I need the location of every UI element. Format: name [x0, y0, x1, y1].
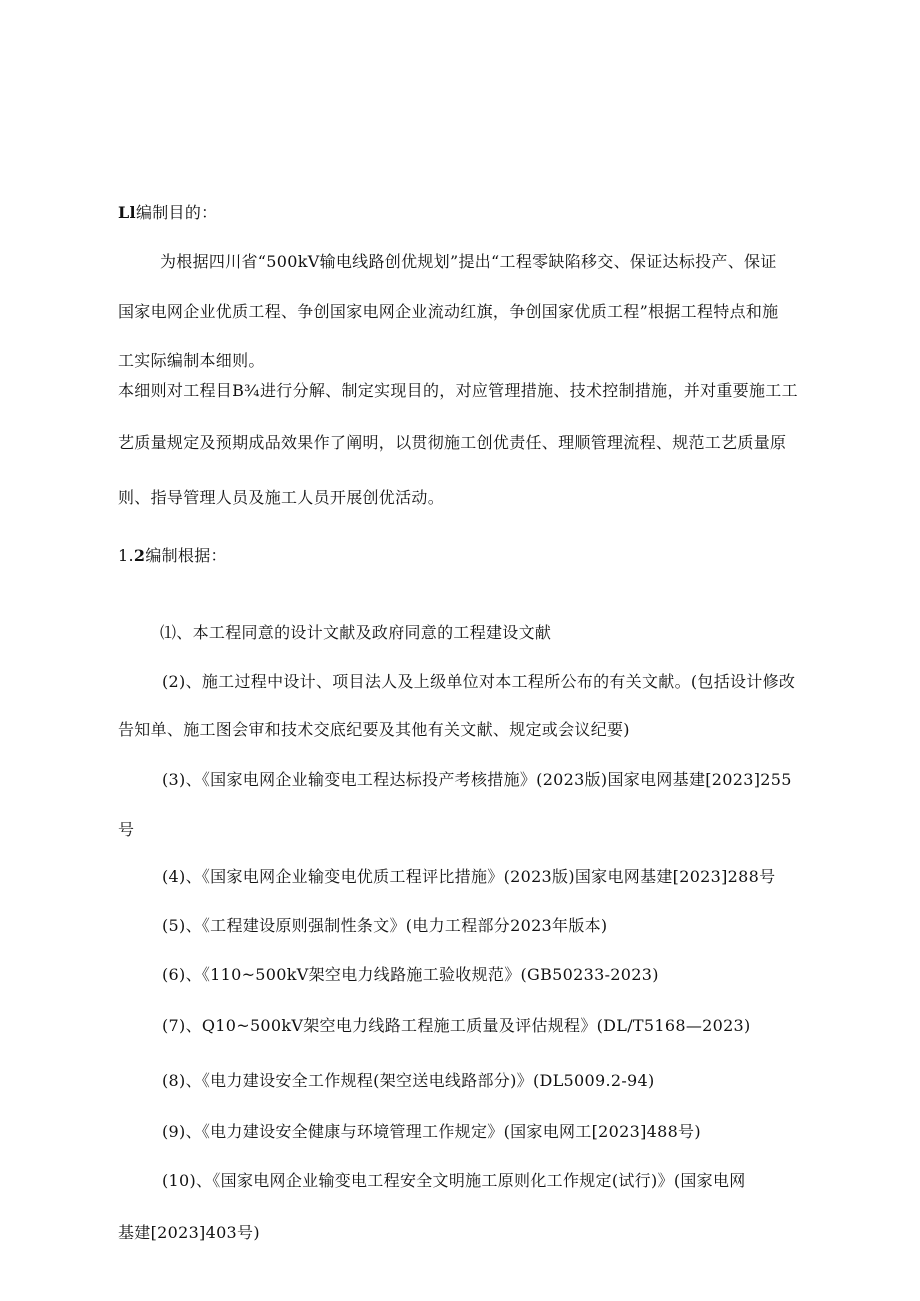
- basis-item-3: (3)、《国家电网企业输变电工程达标投产考核措施》(2023版)国家电网基建[2023]255: [162, 770, 792, 789]
- section-number: Ll: [118, 203, 136, 222]
- section-heading-1-2: [118, 546, 227, 566]
- basis-item-2: (2)、施工过程中设计、项目法人及上级单位对本工程所公布的有关文献。(包括设计修改: [162, 672, 796, 691]
- basis-item-9: (9)、《电力建设安全健康与环境管理工作规定》(国家电网工[2023]488号): [162, 1122, 701, 1141]
- basis-item-7: (7)、Q10~500kV架空电力线路工程施工质量及评估规程》(DL/T5168—2023): [162, 1016, 751, 1035]
- section-title: 编制根据：: [145, 546, 227, 565]
- basis-item-1: ⑴、本工程同意的设计文献及政府同意的工程建设文献: [160, 623, 552, 642]
- purpose-p2-line-1: 本细则对工程目B¾进行分解、制定实现目的，对应管理措施、技术控制措施，并对重要施工工: [118, 381, 798, 400]
- purpose-p1-line-1: 为根据四川省“500kV输电线路创优规划”提出“工程零缺陷移交、保证达标投产、保证: [160, 252, 777, 271]
- purpose-p1-line-2: 国家电网企业优质工程、争创国家电网企业流动红旗，争创国家优质工程”根据工程特点和施: [118, 302, 779, 321]
- basis-item-10: (10)、《国家电网企业输变电工程安全文明施工原则化工作规定(试行)》(国家电网: [162, 1171, 746, 1190]
- basis-item-8: (8)、《电力建设安全工作规程(架空送电线路部分)》(DL5009.2-94): [162, 1071, 655, 1090]
- basis-item-10-cont: 基建[2023]403号): [118, 1223, 260, 1242]
- section-title: 编制目的：: [135, 203, 218, 222]
- basis-item-5: (5)、《工程建设原则强制性条文》(电力工程部分2023年版本): [162, 916, 608, 935]
- basis-item-4: (4)、《国家电网企业输变电优质工程评比措施》(2023版)国家电网基建[2023]288号: [162, 867, 776, 886]
- section-heading-1-1: [118, 203, 217, 223]
- basis-item-6: (6)、《110~500kV架空电力线路施工验收规范》(GB50233-2023): [162, 965, 659, 984]
- purpose-p1-line-3: 工实际编制本细则。: [118, 351, 265, 370]
- basis-item-3-cont: 号: [118, 820, 135, 839]
- purpose-p2-line-2: 艺质量规定及预期成品效果作了阐明，以贯彻施工创优责任、理顺管理流程、规范工艺质量原: [118, 433, 787, 452]
- basis-item-2-cont: 告知单、施工图会审和技术交底纪要及其他有关文献、规定或会议纪要): [118, 720, 630, 739]
- section-number-prefix: 1.: [118, 546, 134, 565]
- section-number-bold: 2: [133, 546, 146, 565]
- purpose-p2-line-3: 则、指导管理人员及施工人员开展创优活动。: [118, 488, 445, 507]
